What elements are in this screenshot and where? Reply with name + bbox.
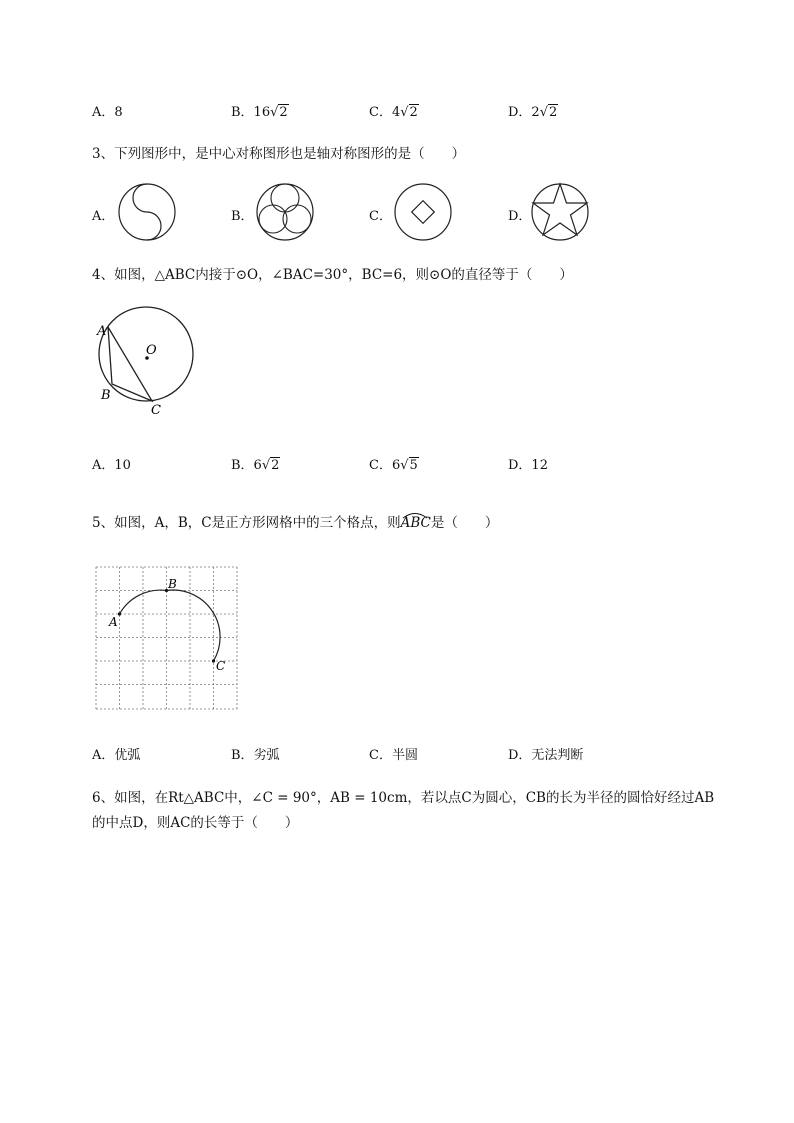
q2-option-a — [92, 101, 123, 120]
q4-option-a: A．10 — [92, 458, 131, 473]
q4-option-c — [369, 454, 419, 473]
q3-label-a: A． — [92, 209, 115, 224]
sqrt-symbol: √2 — [270, 105, 288, 120]
q5-option-a: A．优弧 — [92, 748, 141, 763]
q5-label-B: B — [168, 577, 177, 591]
radicand: 2 — [409, 105, 418, 120]
q3-label-d: D． — [508, 209, 532, 224]
sqrt-symbol: √2 — [539, 105, 558, 120]
q2-option-d — [508, 101, 558, 120]
star-in-circle-figure — [531, 183, 591, 243]
q4-option-b-text: B．6 — [231, 458, 262, 473]
coin-square-figure — [394, 183, 454, 243]
q3-label-b: B． — [231, 209, 254, 224]
sqrt-symbol: √5 — [400, 458, 418, 473]
q2-option-a-text: A．8 — [92, 105, 123, 120]
q4-label-C: C — [151, 403, 161, 418]
q5-label-A: A — [109, 615, 118, 629]
q4-circle-figure — [92, 300, 202, 425]
q5-stem-text: 5、如图，A，B，C是正方形网格中的三个格点，则 — [92, 515, 401, 531]
q3-label-c: C． — [369, 209, 392, 224]
radicand: 2 — [271, 458, 280, 473]
q4-option-b — [231, 454, 280, 473]
yin-yang-figure — [118, 183, 178, 243]
q2-option-b-text: B．16 — [231, 105, 271, 120]
q2-option-c-text: C．4 — [369, 105, 401, 120]
q4-label-A: A — [97, 324, 107, 339]
q5-arc-notation — [401, 515, 431, 531]
q5-stem — [92, 511, 498, 531]
q5-grid-figure — [96, 567, 241, 712]
radicand: 5 — [409, 458, 418, 473]
q6-stem-line2: 的中点D，则AC的长等于（ ） — [92, 815, 299, 831]
q3-stem: 3、下列图形中，是中心对称图形也是轴对称图形的是（ ） — [92, 146, 466, 162]
sqrt-symbol: √2 — [261, 458, 280, 473]
q5-option-c: C．半圆 — [369, 748, 418, 763]
radicand: 2 — [549, 105, 558, 120]
sqrt-symbol: √2 — [400, 105, 418, 120]
q5-stem-tail: 是（ ） — [430, 515, 499, 531]
three-petal-figure — [256, 183, 316, 243]
q2-option-c — [369, 101, 419, 120]
q2-option-d-text: D．2 — [508, 105, 540, 120]
q6-stem-line1: 6、如图，在Rt△ABC中，∠C = 90°，AB = 10cm，若以点C为圆心，CB的长为半径的圆恰好经过AB — [92, 790, 715, 806]
radicand: 2 — [279, 105, 288, 120]
q4-stem: 4、如图，△ABC内接于⊙O，∠BAC=30°，BC=6，则⊙O的直径等于（ ） — [92, 267, 573, 283]
q5-label-C: C — [216, 659, 226, 673]
arc-mark-icon — [401, 511, 431, 519]
q4-option-c-text: C．6 — [369, 458, 401, 473]
q5-arc-letters: ABC — [400, 515, 431, 531]
q4-label-B: B — [101, 388, 111, 403]
q2-option-b — [231, 101, 289, 120]
q5-option-b: B．劣弧 — [231, 748, 280, 763]
q4-option-d: D．12 — [508, 458, 548, 473]
q4-label-O: O — [146, 343, 157, 358]
q5-option-d: D．无法判断 — [508, 748, 584, 763]
